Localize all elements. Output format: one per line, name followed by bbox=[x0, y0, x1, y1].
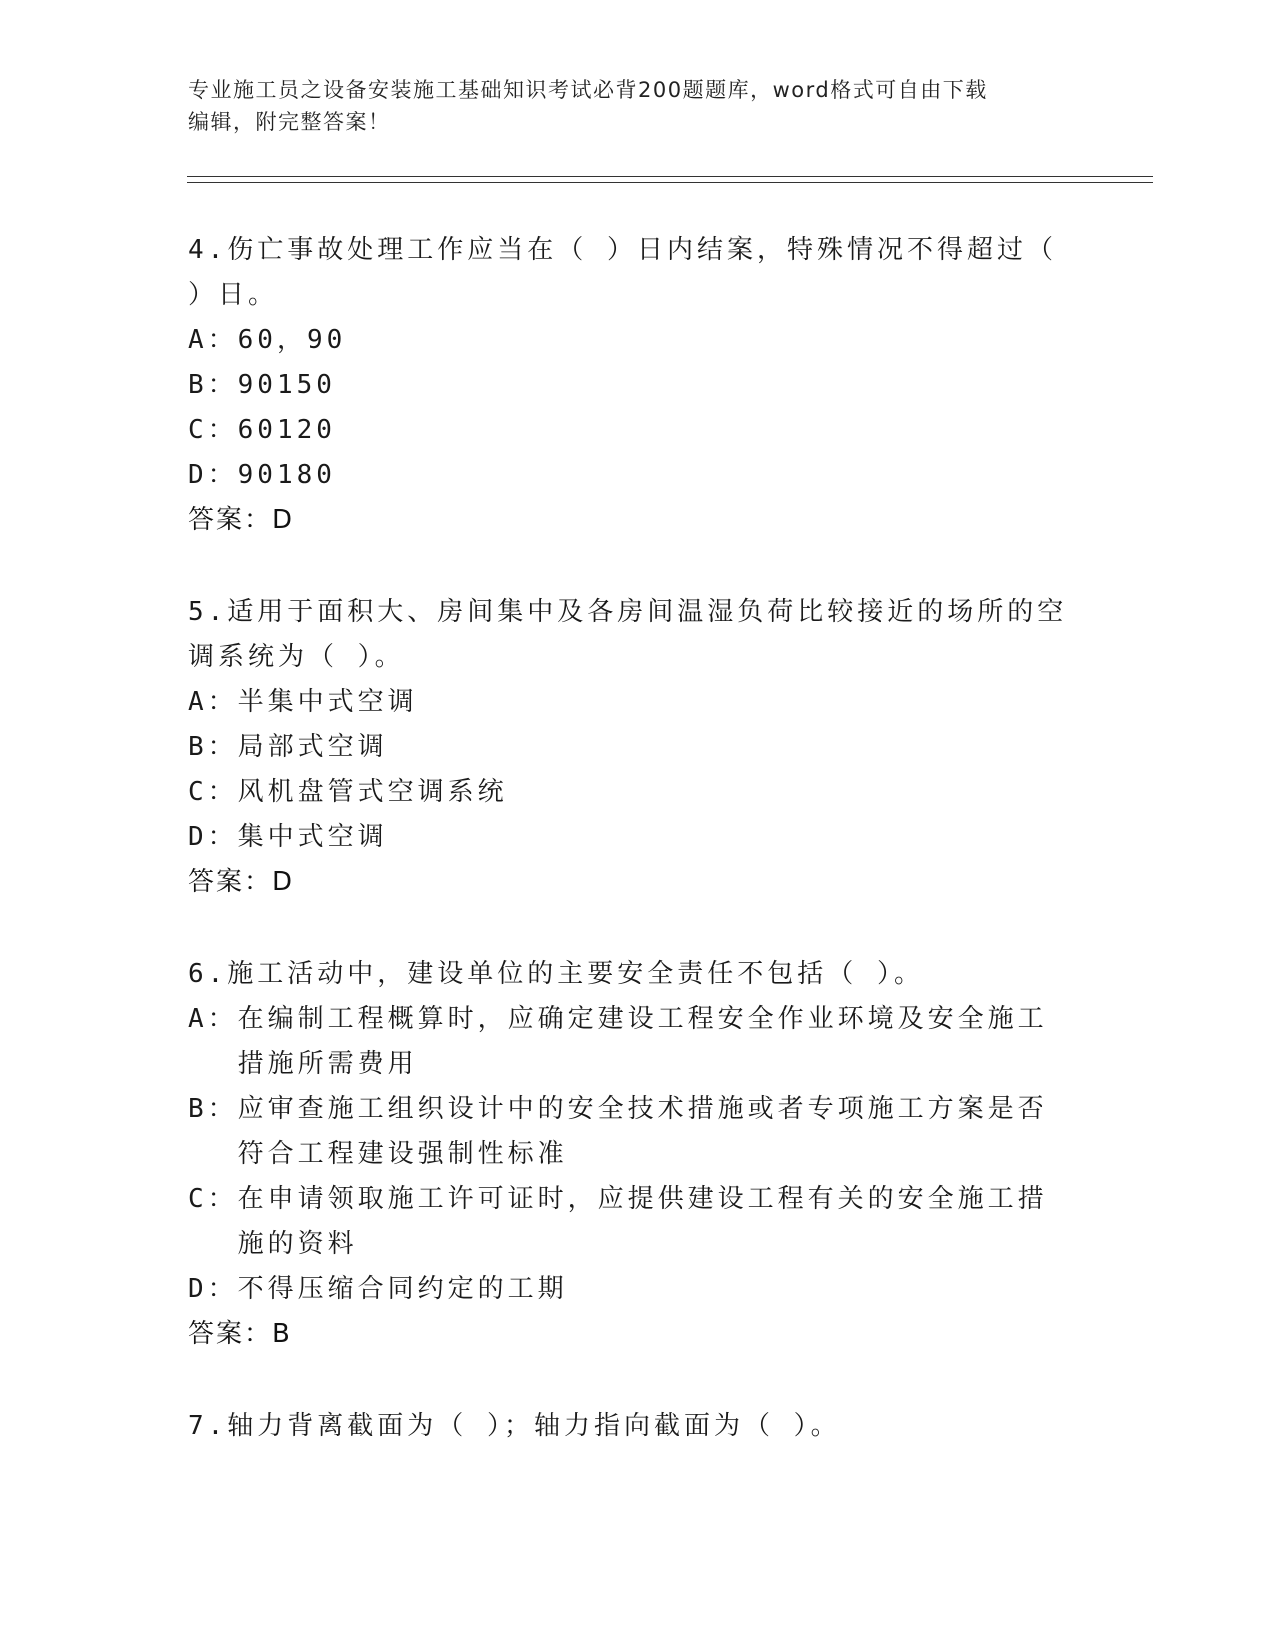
option-text: 风机盘管式空调系统 bbox=[237, 777, 508, 807]
option-a bbox=[188, 318, 1068, 363]
option-key: A： bbox=[188, 687, 238, 717]
option-b bbox=[188, 725, 1068, 770]
option-text: 在编制工程概算时，应确定建设工程安全作业环境及安全施工措施所需费用 bbox=[237, 1004, 1048, 1079]
option-a bbox=[188, 997, 1068, 1087]
question-stem: 4.伤亡事故处理工作应当在（ ）日内结案，特殊情况不得超过（ ）日。 bbox=[188, 235, 1057, 310]
question-stem: 7.轴力背离截面为（ ）；轴力指向截面为（ ）。 bbox=[188, 1411, 841, 1441]
option-c bbox=[188, 408, 1068, 453]
option-key: A： bbox=[188, 1004, 238, 1034]
option-key: D： bbox=[188, 460, 238, 490]
option-text: 60，90 bbox=[237, 325, 347, 355]
header-divider-top bbox=[187, 176, 1153, 177]
option-d bbox=[188, 815, 1068, 860]
option-text: 90180 bbox=[237, 460, 336, 490]
header-title-line-2: 编辑，附完整答案！ bbox=[188, 110, 391, 134]
option-text: 不得压缩合同约定的工期 bbox=[237, 1274, 568, 1304]
option-a bbox=[188, 680, 1068, 725]
option-text: 集中式空调 bbox=[237, 822, 388, 852]
question-6 bbox=[188, 952, 1068, 1357]
option-key: B： bbox=[188, 732, 238, 762]
option-key: B： bbox=[188, 1094, 238, 1124]
option-text: 在申请领取施工许可证时，应提供建设工程有关的安全施工措施的资料 bbox=[237, 1184, 1048, 1259]
option-text: 局部式空调 bbox=[237, 732, 388, 762]
option-key: C： bbox=[188, 1184, 238, 1214]
option-key: D： bbox=[188, 1274, 238, 1304]
option-d bbox=[188, 1267, 1068, 1312]
answer-line: 答案：D bbox=[188, 505, 295, 535]
option-key: D： bbox=[188, 822, 238, 852]
document-header bbox=[188, 74, 1068, 138]
header-divider-bottom bbox=[187, 182, 1153, 183]
option-text: 应审查施工组织设计中的安全技术措施或者专项施工方案是否符合工程建设强制性标准 bbox=[237, 1094, 1048, 1169]
question-7 bbox=[188, 1404, 1068, 1449]
option-text: 60120 bbox=[237, 415, 336, 445]
option-key: B： bbox=[188, 370, 238, 400]
question-5 bbox=[188, 590, 1068, 905]
option-d bbox=[188, 453, 1068, 498]
option-key: A： bbox=[188, 325, 238, 355]
answer-line: 答案：D bbox=[188, 867, 295, 897]
option-b bbox=[188, 1087, 1068, 1177]
option-c bbox=[188, 1177, 1068, 1267]
option-key: C： bbox=[188, 415, 238, 445]
option-text: 半集中式空调 bbox=[237, 687, 418, 717]
question-stem: 6.施工活动中，建设单位的主要安全责任不包括（ ）。 bbox=[188, 959, 924, 989]
header-title-line-1: 专业施工员之设备安装施工基础知识考试必背200题题库，word格式可自由下载 bbox=[188, 78, 988, 102]
option-text: 90150 bbox=[237, 370, 336, 400]
question-stem: 5.适用于面积大、房间集中及各房间温湿负荷比较接近的场所的空调系统为（ ）。 bbox=[188, 597, 1068, 672]
question-4 bbox=[188, 228, 1068, 543]
option-key: C： bbox=[188, 777, 238, 807]
answer-line: 答案：B bbox=[188, 1319, 292, 1349]
option-b bbox=[188, 363, 1068, 408]
option-c bbox=[188, 770, 1068, 815]
